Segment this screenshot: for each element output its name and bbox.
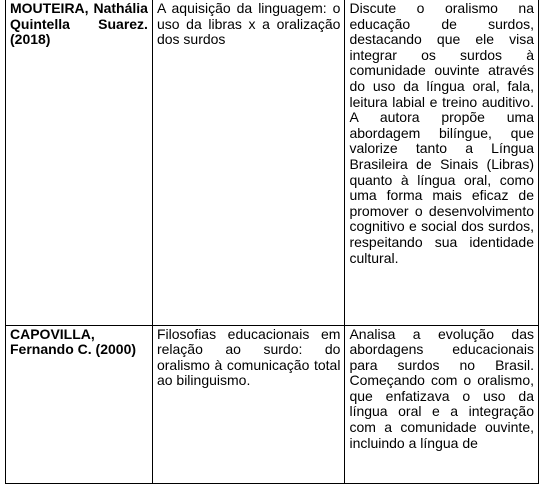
literature-review-table [5,0,539,484]
work-title-cell: A aquisição da linguagem: o uso da libras x a oralização dos surdos [152,0,345,325]
work-title-cell: Filosofias educacionais em relação ao surdo: do oralismo à comunicação total ao bilinguismo. [152,325,345,483]
table-row [6,325,539,483]
author-cell: MOUTEIRA, Nathália Quintella Suarez. (2018) [6,0,153,325]
author-cell: CAPOVILLA, Fernando C. (2000) [6,325,153,483]
description-cell: Discute o oralismo na educação de surdos, destacando que ele visa integrar os surdos à comunidade ouvinte através do uso da língua oral, fala, leitura labial e treino auditivo. A autora propõe uma abordagem bilíngue, que valorize tanto a Língua Brasileira de Sinais (Libras) quanto à língua oral, como uma forma mais eficaz de promover o desenvolvimento cognitivo e social dos surdos, respeitando sua identidade cultural. [345,0,539,325]
table-row [6,0,539,325]
description-cell: Analisa a evolução das abordagens educacionais para surdos no Brasil. Começando com o oralismo, que enfatizava o uso da língua oral e a integração com a comunidade ouvinte, incluindo a língua de [345,325,539,483]
